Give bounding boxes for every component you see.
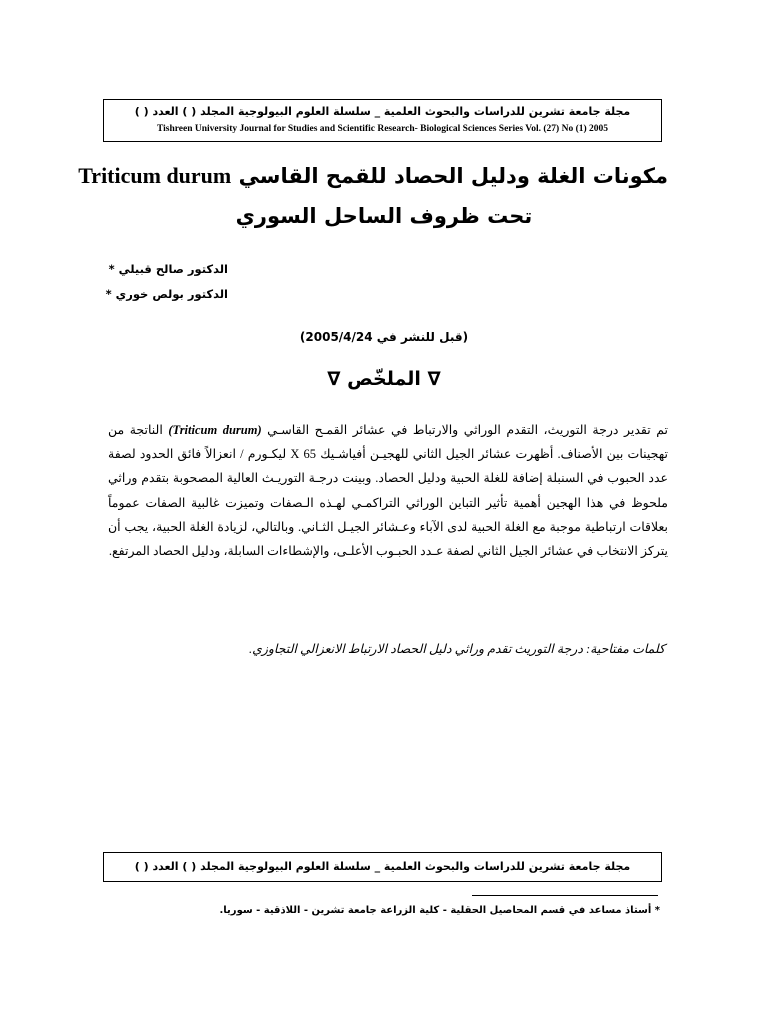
abstract-intro: تم تقدير درجة التوريث، التقدم الوراثي والارتباط في عشائر القمـح القاسـي bbox=[267, 423, 669, 437]
author-footnote: * أستاذ مساعد في قسم المحاصيل الحقلية - كلية الزراعة جامعة تشرين - اللاذقية - سوريا. bbox=[219, 905, 660, 916]
journal-footer-arabic: مجلة جامعة تشرين للدراسات والبحوث العلمية _ سلسلة العلوم البيولوجية المجلد ( ) العدد ( ) bbox=[134, 860, 631, 873]
paper-title-latin: Triticum durum bbox=[78, 163, 232, 188]
accepted-date: (قبل للنشر في 2005/4/24) bbox=[299, 330, 469, 344]
paper-title-arabic: مكونات الغلة ودليل الحصاد للقمح القاسي bbox=[238, 164, 668, 188]
journal-header-box bbox=[103, 99, 662, 142]
abstract-text: الناتجة من تهجينات بين الأصناف. أظهرت عشائر الجيل الثاني للهجيـن أفياشـيك 65 X ليكـورم / انعزالاً فائق الحدود لصفة عدد الحبوب في السنبلة إضافة للغلة الحبية ودليل الحصاد. وبينت درجـة التوريـث العالية المصحوبة بتقدم وراثي ملحوظ في هذا الهجين أهمية تأثير التباين الوراثي التراكمـي لهـذه الـصفات وتميزت غالبية الصفات عموماً بعلاقات ارتباطية موجبة مع الغلة الحبية لدى الآباء وعـشائر الجيـل الثـاني. وبالتالي، لزيادة الغلة الحبية، يجب أن يتركز الانتخاب في عشائر الجيل الثاني لصفة عـدد الحبـوب الأعلـى، والإشطاءات السابلة، ودليل الحصاد المرتفع. bbox=[108, 423, 668, 559]
abstract-heading: ∇ الملخّص ∇ bbox=[327, 368, 441, 390]
abstract-body bbox=[108, 418, 668, 563]
journal-header-arabic: مجلة جامعة تشرين للدراسات والبحوث العلمية _ سلسلة العلوم البيولوجية المجلد ( ) العدد ( ) bbox=[134, 105, 631, 118]
paper-title-line2: تحت ظروف الساحل السوري bbox=[235, 204, 533, 228]
author-1: الدكتور صالح قبيلي * bbox=[108, 262, 228, 276]
journal-header-english: Tishreen University Journal for Studies and Scientific Research- Biological Sciences Series Vol. (27) No (1) 2005 bbox=[156, 124, 609, 134]
abstract-latin-term: (Triticum durum) bbox=[168, 423, 262, 437]
footnote-divider bbox=[472, 895, 658, 896]
keywords: كلمات مفتاحية: درجة التوريث تقدم وراثي دليل الحصاد الارتباط الانعزالي التجاوزي. bbox=[248, 642, 665, 656]
author-2: الدكتور بولص خوري * bbox=[105, 287, 228, 301]
journal-footer-box bbox=[103, 852, 662, 882]
paper-title-line1 bbox=[78, 163, 668, 189]
